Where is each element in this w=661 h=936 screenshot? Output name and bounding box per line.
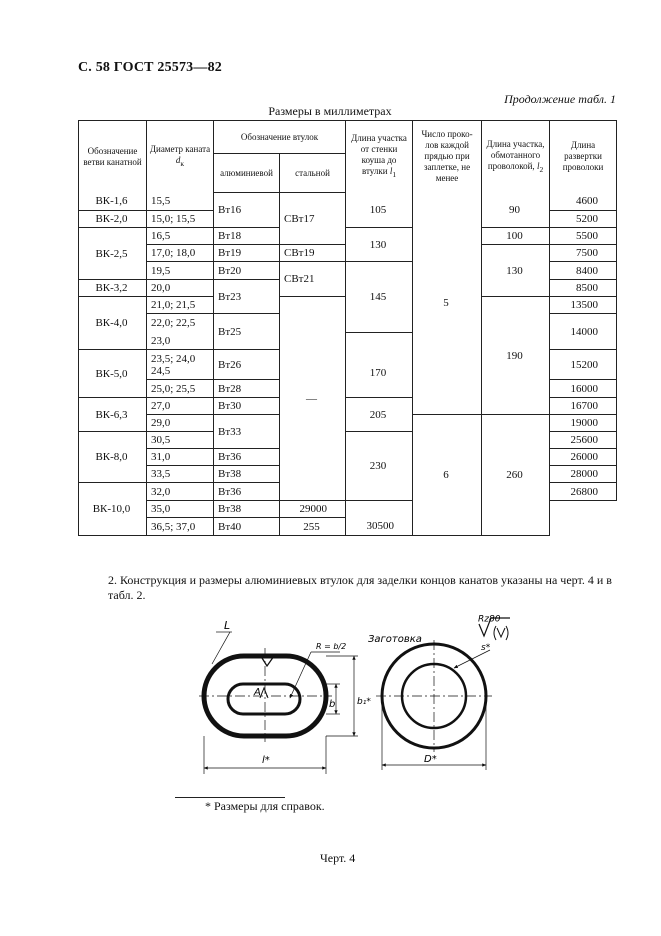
sleeve-drawing bbox=[190, 612, 520, 788]
aluminium-cell: Вт20 bbox=[214, 262, 280, 280]
cable-cell: ВК-2,5 bbox=[79, 228, 147, 280]
diameter-cell: 32,0 bbox=[147, 483, 214, 501]
wires-cell: 5 bbox=[413, 193, 482, 415]
aluminium-cell: Вт16 bbox=[214, 193, 280, 228]
footnote-rule bbox=[175, 797, 285, 798]
unroll-cell: 7500 bbox=[550, 245, 617, 262]
unroll-cell: 4600 bbox=[550, 193, 617, 211]
length1-cell: 205 bbox=[346, 398, 413, 432]
length1-cell: 130 bbox=[346, 228, 413, 262]
diameter-cell: 23,0 bbox=[147, 333, 214, 350]
continuation-label: Продолжение табл. 1 bbox=[504, 92, 616, 106]
unroll-cell: 26000 bbox=[550, 449, 617, 466]
label-A: A bbox=[254, 687, 261, 698]
label-D: D* bbox=[424, 754, 437, 765]
header-cable: Обозначение ветви канатной bbox=[79, 121, 147, 193]
diameter-cell: 35,0 bbox=[147, 501, 214, 518]
unroll-cell: 8500 bbox=[550, 280, 617, 297]
unroll-cell: 25600 bbox=[550, 432, 617, 449]
aluminium-cell: Вт23 bbox=[214, 280, 280, 314]
length1-cell: 145 bbox=[346, 262, 413, 333]
header-diameter: Диаметр каната $d_к$ bbox=[147, 121, 214, 193]
aluminium-cell: Вт19 bbox=[214, 245, 280, 262]
aluminium-cell: Вт33 bbox=[214, 415, 280, 449]
diameter-cell: 27,0 bbox=[147, 398, 214, 415]
unroll-cell: 13500 bbox=[550, 297, 617, 314]
unroll-cell: 5200 bbox=[550, 211, 617, 228]
diameter-cell: 17,0; 18,0 bbox=[147, 245, 214, 262]
diameter-cell: 29,0 bbox=[147, 415, 214, 432]
label-blank: Заготовка bbox=[368, 634, 422, 645]
aluminium-cell: Вт26 bbox=[214, 350, 280, 380]
diameter-cell: 33,5 bbox=[147, 466, 214, 483]
dimensions-table bbox=[78, 120, 617, 536]
diameter-cell: 36,5; 37,0 bbox=[147, 518, 214, 536]
aluminium-cell: Вт36 bbox=[214, 483, 280, 501]
note-paragraph: 2. Конструкция и размеры алюминиевых втулок для заделки концов канатов указаны на черт. 4 и в табл. 2. bbox=[108, 573, 612, 602]
cable-cell: ВК-1,6 bbox=[79, 193, 147, 211]
unroll-cell: 28000 bbox=[550, 466, 617, 483]
length1-cell: 255 bbox=[280, 518, 346, 536]
header-length1: Длина участка от стенки коуша до втулки $l_1$ bbox=[346, 121, 413, 193]
unroll-cell: 8400 bbox=[550, 262, 617, 280]
drawing-caption: Черт. 4 bbox=[320, 851, 356, 865]
length1-cell: 170 bbox=[346, 350, 413, 398]
diameter-cell: 23,5; 24,0 24,5 bbox=[147, 350, 214, 380]
diameter-cell: 30,5 bbox=[147, 432, 214, 449]
diameter-cell: 22,0; 22,5 bbox=[147, 314, 214, 333]
unroll-cell: 26800 bbox=[550, 483, 617, 501]
steel-cell: СВт21 bbox=[280, 262, 346, 297]
length2-cell: 90 bbox=[482, 193, 550, 228]
wires-cell: 6 bbox=[413, 415, 482, 536]
length2-cell: 260 bbox=[482, 415, 550, 536]
footnote: * Размеры для справок. bbox=[205, 799, 325, 813]
units-caption: Размеры в миллиметрах bbox=[268, 104, 392, 118]
aluminium-cell: Вт40 bbox=[214, 518, 280, 536]
length1-cell: 230 bbox=[346, 432, 413, 501]
aluminium-cell: Вт30 bbox=[214, 398, 280, 415]
steel-cell: — bbox=[280, 297, 346, 501]
length2-cell: 190 bbox=[482, 297, 550, 415]
label-b: b bbox=[329, 699, 336, 710]
header-length2: Длина участка, обмотанного проволокой, $l_2$ bbox=[482, 121, 550, 193]
unroll-cell: 14000 bbox=[550, 314, 617, 350]
cable-cell: ВК-10,0 bbox=[79, 483, 147, 536]
header-steel: стальной bbox=[280, 154, 346, 193]
aluminium-cell: Вт38 bbox=[214, 466, 280, 483]
aluminium-cell: Вт18 bbox=[214, 228, 280, 245]
length1-cell: 105 bbox=[346, 193, 413, 228]
diameter-cell: 25,0; 25,5 bbox=[147, 380, 214, 398]
header-sleeves: Обозначение втулок bbox=[214, 121, 346, 154]
cable-cell: ВК-8,0 bbox=[79, 432, 147, 483]
length2-cell: 100 bbox=[482, 228, 550, 245]
cable-cell: ВК-5,0 bbox=[79, 350, 147, 398]
diameter-cell: 21,0; 21,5 bbox=[147, 297, 214, 314]
header-wire-passes: Число проко-лов каждой прядью при заплетке, не менее bbox=[413, 121, 482, 193]
header-aluminium: алюминиевой bbox=[214, 154, 280, 193]
unroll-cell: 15200 bbox=[550, 350, 617, 380]
diameter-cell: 15,5 bbox=[147, 193, 214, 211]
steel-cell: СВт19 bbox=[280, 245, 346, 262]
page-header: С. 58 ГОСТ 25573—82 bbox=[78, 60, 222, 75]
diameter-cell: 20,0 bbox=[147, 280, 214, 297]
label-R: R = b/2 bbox=[316, 642, 347, 651]
unroll-cell: 16700 bbox=[550, 398, 617, 415]
unroll-cell: 5500 bbox=[550, 228, 617, 245]
diameter-cell: 31,0 bbox=[147, 449, 214, 466]
cable-cell: ВК-4,0 bbox=[79, 297, 147, 350]
aluminium-cell: Вт38 bbox=[214, 501, 280, 518]
label-s: s* bbox=[481, 643, 491, 653]
aluminium-cell: Вт25 bbox=[214, 314, 280, 350]
aluminium-cell: Вт36 bbox=[214, 449, 280, 466]
cable-cell: ВК-2,0 bbox=[79, 211, 147, 228]
unroll-cell: 19000 bbox=[550, 415, 617, 432]
unroll-cell: 29000 bbox=[280, 501, 346, 518]
length2-cell: 130 bbox=[482, 245, 550, 297]
diameter-cell: 16,5 bbox=[147, 228, 214, 245]
label-l: l* bbox=[262, 755, 270, 766]
diameter-cell: 15,0; 15,5 bbox=[147, 211, 214, 228]
steel-cell: СВт17 bbox=[280, 193, 346, 245]
cable-cell: ВК-3,2 bbox=[79, 280, 147, 297]
label-b1: b₁* bbox=[357, 697, 371, 707]
unroll-cell: 30500 bbox=[346, 518, 413, 536]
cable-cell: ВК-6,3 bbox=[79, 398, 147, 432]
label-roughness: Rz80 bbox=[478, 614, 501, 625]
diameter-cell: 19,5 bbox=[147, 262, 214, 280]
unroll-cell: 16000 bbox=[550, 380, 617, 398]
aluminium-cell: Вт28 bbox=[214, 380, 280, 398]
label-L: L bbox=[224, 619, 231, 632]
header-unroll-length: Длина развертки проволоки bbox=[550, 121, 617, 193]
